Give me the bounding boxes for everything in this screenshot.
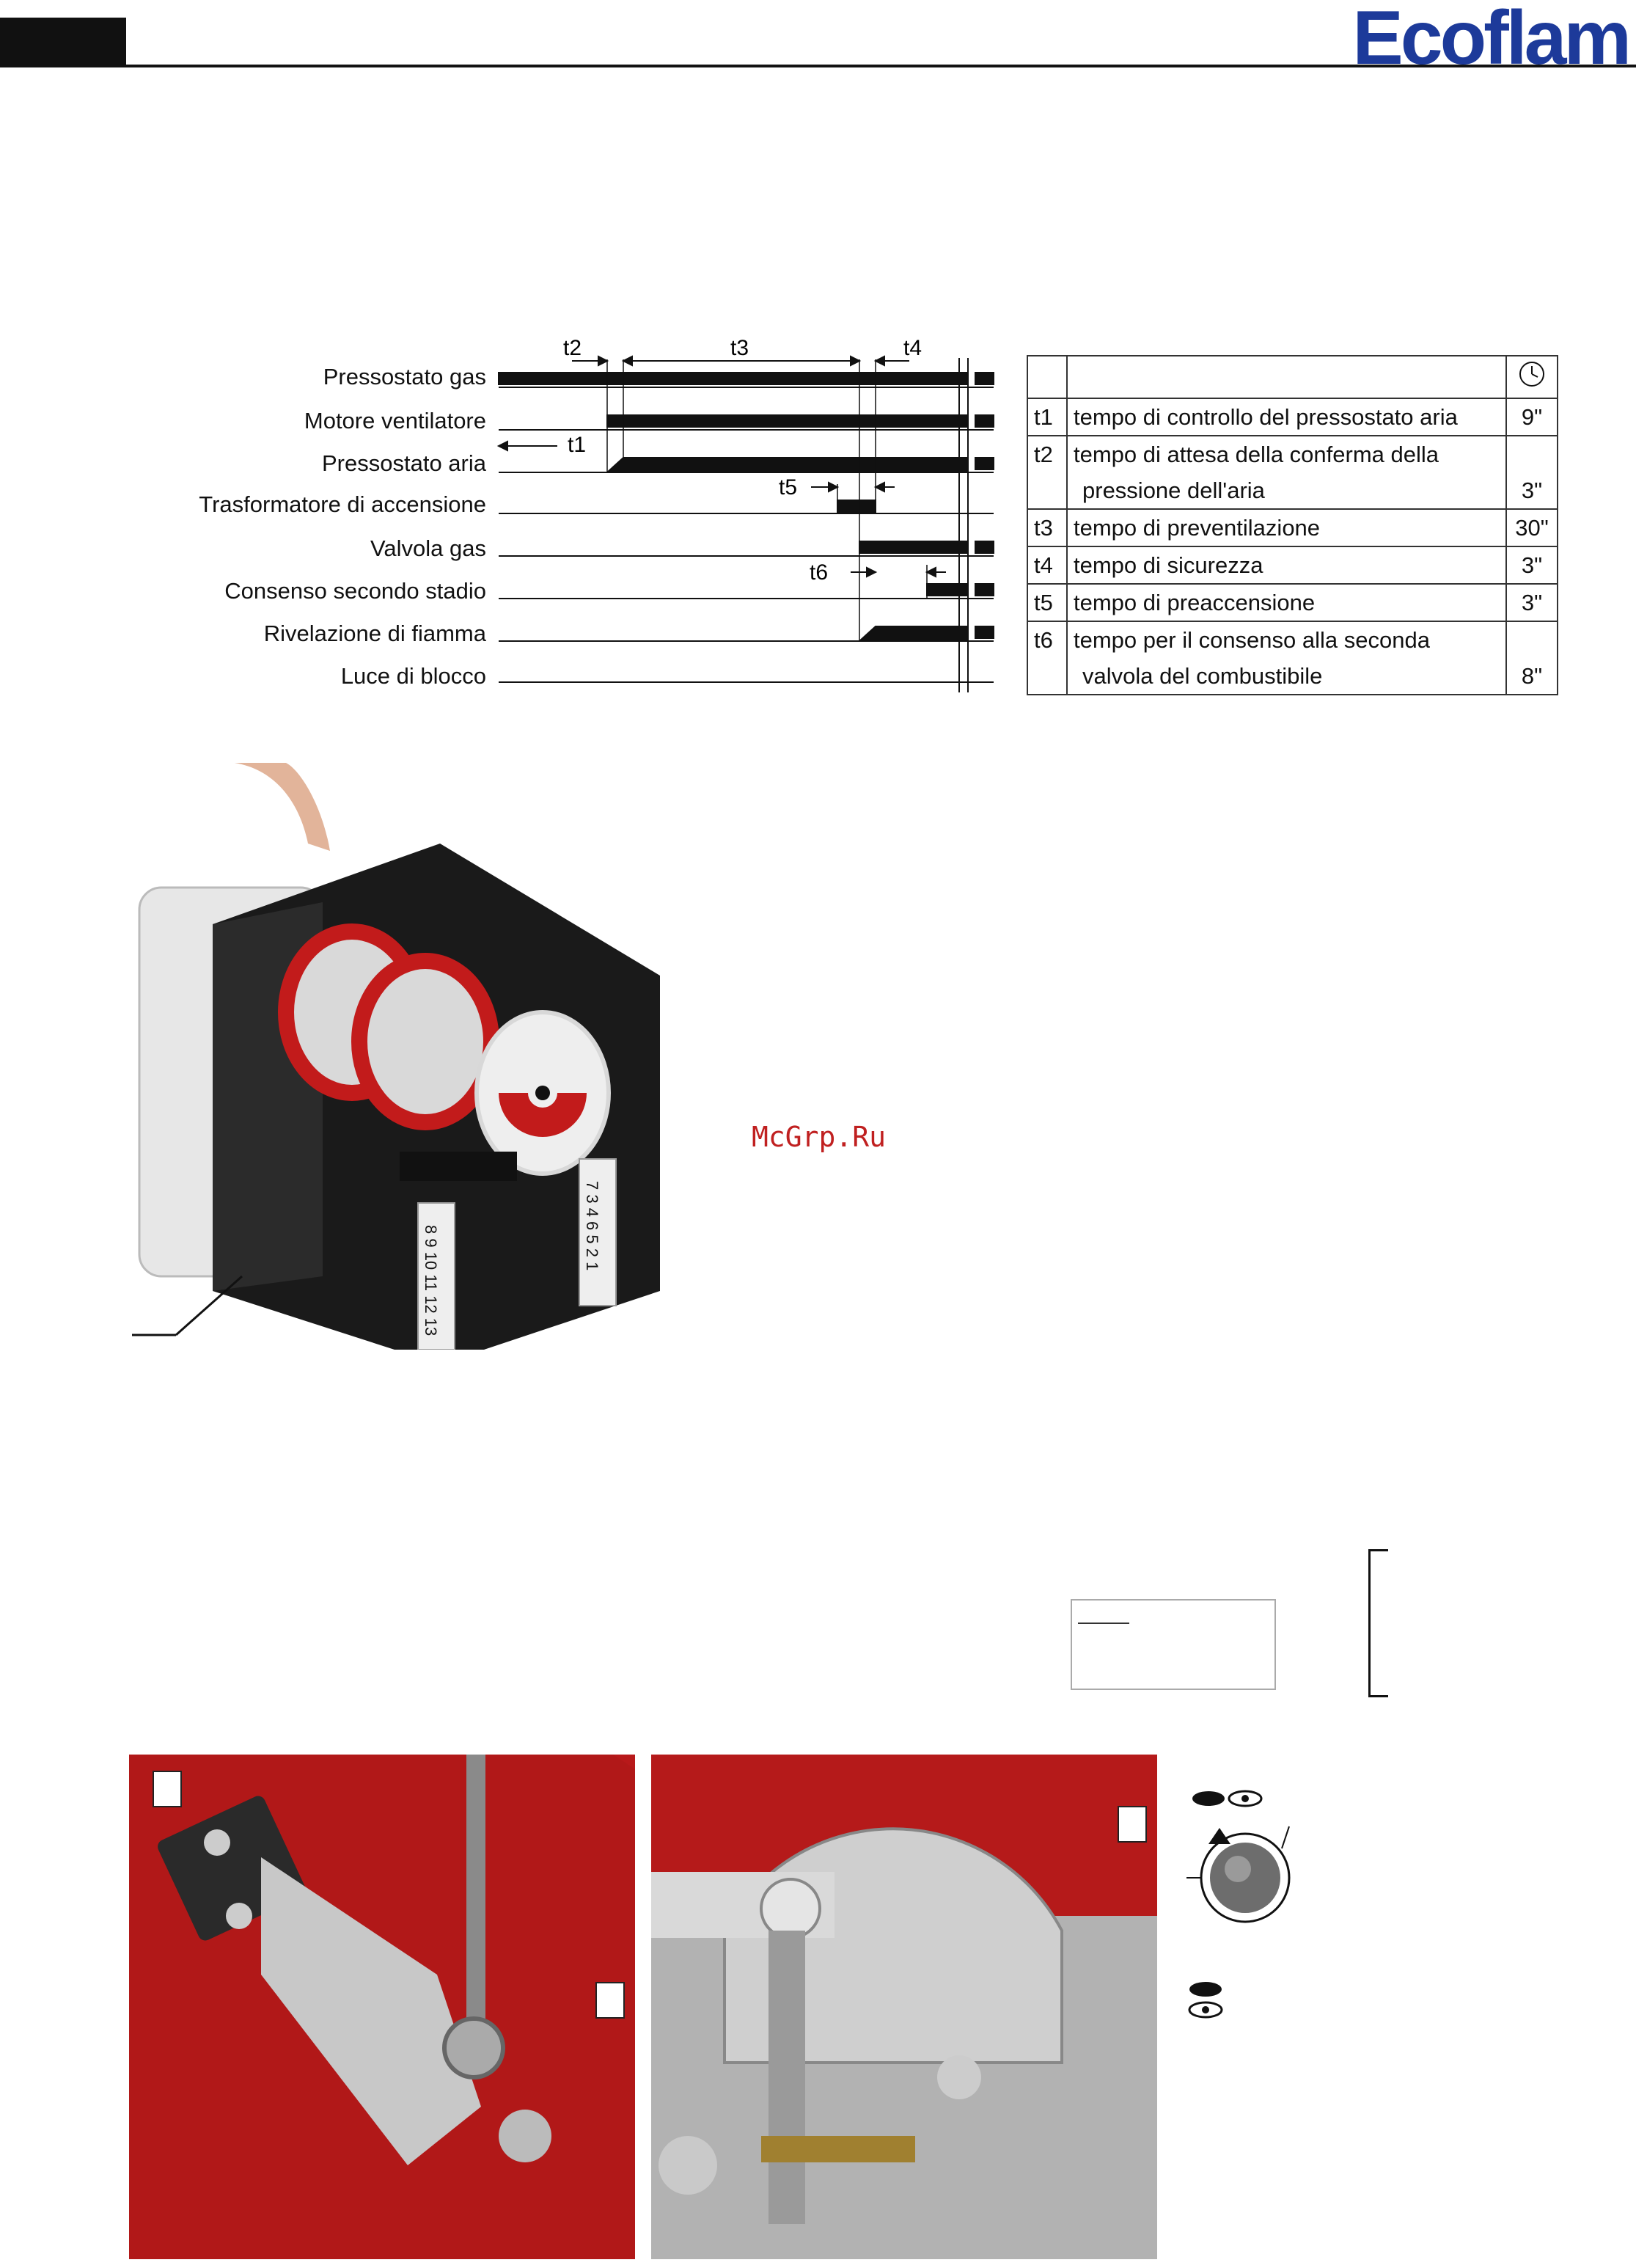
programmer-photo	[132, 763, 660, 1350]
svg-text:8 9 10 11 12 13: 8 9 10 11 12 13	[422, 1225, 440, 1336]
legend-row: t3 tempo di preventilazione 30"	[1027, 509, 1558, 546]
signal-label-valvola-gas: Valvola gas	[370, 535, 486, 561]
signal-label-pressostato-aria: Pressostato aria	[322, 450, 486, 476]
brand-logo: Ecoflam	[1352, 0, 1629, 81]
timing-legend-table: t1 tempo di controllo del pressostato aria 9" t2 tempo di attesa della conferma della pressione dell'aria 3" t3 tempo di preventilazione 30" t4 tempo di sicurezza 3" t5 tempo di preaccensione 3" t6 tempo per il consenso alla seconda valvola del combustibile 8"	[1027, 355, 1558, 695]
callout-box	[1118, 1806, 1147, 1843]
clock-icon	[1506, 356, 1558, 398]
callout-box	[153, 1771, 182, 1807]
label-t5: t5	[779, 475, 798, 500]
label-t6: t6	[810, 560, 829, 585]
linkage-photo-left	[129, 1755, 635, 2259]
cam-photo-right	[651, 1755, 1157, 2259]
label-t2: t2	[563, 336, 582, 360]
callout-box	[595, 1982, 625, 2019]
signal-label-motore-ventilatore: Motore ventilatore	[304, 408, 486, 434]
signal-label-rivelazione: Rivelazione di fiamma	[263, 621, 486, 646]
adjust-diagram	[1179, 1782, 1340, 2032]
legend-row: t1 tempo di controllo del pressostato aria 9"	[1027, 398, 1558, 436]
signal-label-pressostato-gas: Pressostato gas	[323, 364, 486, 389]
eye-icon	[1192, 1791, 1261, 1806]
svg-text:7 3 4 6 5 2 1: 7 3 4 6 5 2 1	[583, 1181, 601, 1271]
signal-label-trasformatore: Trasformatore di accensione	[199, 491, 486, 517]
signal-label-luce-blocco: Luce di blocco	[340, 663, 486, 689]
legend-row: t6 tempo per il consenso alla seconda	[1027, 621, 1558, 658]
signal-label-consenso: Consenso secondo stadio	[224, 578, 486, 604]
legend-row: t2 tempo di attesa della conferma della	[1027, 436, 1558, 472]
legend-row: t5 tempo di preaccensione 3"	[1027, 584, 1558, 621]
watermark: McGrp.Ru	[752, 1121, 887, 1153]
eye-icon	[1189, 1982, 1222, 2017]
label-t3: t3	[730, 336, 749, 360]
bracket	[1368, 1549, 1388, 1697]
label-t4: t4	[903, 336, 922, 360]
label-t1: t1	[568, 433, 587, 457]
legend-row: t4 tempo di sicurezza 3"	[1027, 546, 1558, 584]
empty-frame	[1071, 1599, 1276, 1690]
